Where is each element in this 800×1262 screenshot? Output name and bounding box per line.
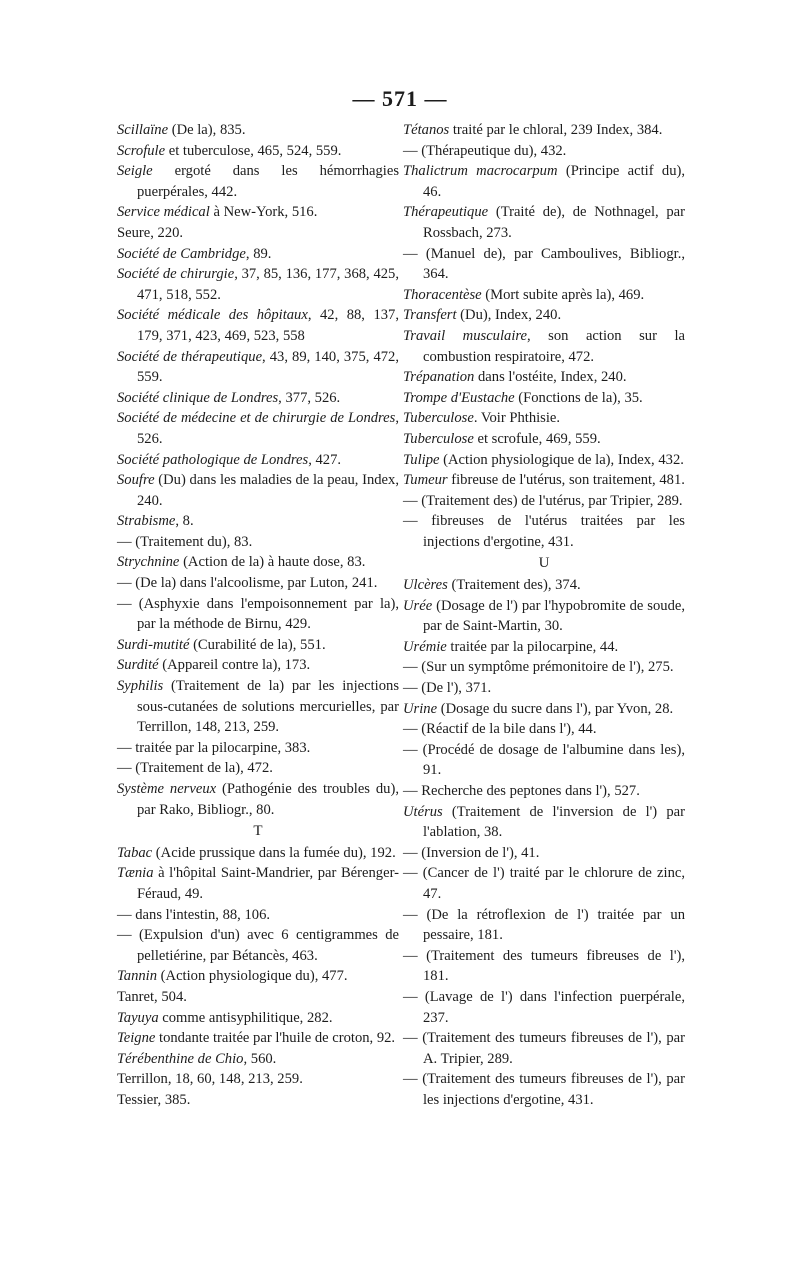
entry-text: — (Sur un symptôme prémonitoire de l'), 275. (403, 659, 674, 676)
entry-text: traitée par la pilocarpine, 44. (446, 638, 619, 655)
entry-heading: Surdité (117, 657, 159, 674)
entry-text: et tuberculose, 465, 524, 559. (165, 142, 342, 159)
entry-text: (Mort subite après la), 469. (481, 286, 645, 303)
index-entry (117, 1069, 399, 1090)
index-entry (403, 120, 685, 141)
entry-text: (Du), Index, 240. (456, 307, 562, 324)
entry-text: traité par le chloral, 239 Index, 384. (449, 122, 663, 138)
entry-text: — (De la rétroflexion de l') traitée par un pessaire, 181. (403, 906, 685, 944)
index-entry (117, 532, 399, 553)
entry-heading: Transfert (403, 307, 457, 324)
entry-text: Tessier, 385. (117, 1091, 191, 1108)
index-entry (403, 1028, 685, 1069)
entry-text: — (De la) dans l'alcoolisme, par Luton, 241. (117, 575, 378, 592)
index-entry (117, 120, 399, 141)
entry-heading: Scillaïne (117, 122, 169, 138)
entry-heading: Société médicale des hôpitaux (117, 307, 308, 324)
index-entry (117, 223, 399, 244)
entry-heading: Teigne (117, 1030, 156, 1047)
entry-text: — Recherche des peptones dans l'), 527. (403, 783, 640, 799)
index-entry (117, 408, 399, 449)
entry-heading: Tuberculose (403, 410, 474, 427)
index-entry (117, 635, 399, 656)
index-entry (403, 141, 685, 162)
index-entry (403, 305, 685, 326)
index-entry (117, 202, 399, 223)
entry-text: fibreuse de l'utérus, son traitement, 481. (447, 472, 685, 489)
entry-text: — traitée par la pilocarpine, 383. (117, 739, 311, 756)
entry-text: — (Réactif de la bile dans l'), 44. (403, 721, 597, 738)
entry-text: — (Thérapeutique du), 432. (403, 142, 567, 159)
entry-heading: Soufre (117, 472, 155, 489)
index-entry (403, 905, 685, 946)
entry-text: — (Traitement des) de l'utérus, par Tripier, 289. (403, 492, 683, 509)
entry-text: , 89. (245, 245, 272, 262)
entry-text: — (Lavage de l') dans l'infection puerpérale, 237. (403, 988, 685, 1026)
entry-heading: Tulipe (403, 451, 440, 468)
entry-text: , son action sur la combustion respiratoire, 472. (423, 327, 685, 365)
entry-text: — (Traitement du), 83. (117, 533, 253, 550)
entry-text: (Action physiologique du), 477. (157, 968, 348, 985)
index-entry (403, 244, 685, 285)
index-column-left (117, 120, 399, 1111)
entry-text: comme antisyphilitique, 282. (158, 1009, 333, 1026)
index-entry (403, 740, 685, 781)
index-entry (117, 843, 399, 864)
entry-text: — (Asphyxie dans l'empoisonnement par la), par la méthode de Birnu, 429. (117, 595, 399, 633)
index-entry (403, 699, 685, 720)
index-entry (403, 596, 685, 637)
index-entry (117, 347, 399, 388)
index-entry (403, 429, 685, 450)
entry-text: (Traitement de la) par les injections sous-cutanées de solutions mercurielles, par Terrillon, 148, 213, 259. (137, 678, 399, 736)
entry-heading: Thérapeutique (403, 204, 489, 221)
index-entry (117, 1008, 399, 1029)
index-entry (403, 657, 685, 678)
index-entry (117, 925, 399, 966)
entry-text: (Appareil contre la), 173. (158, 657, 311, 674)
entry-heading: Scrofule (117, 142, 166, 159)
index-entry (403, 511, 685, 552)
entry-text: (Fonctions de la), 35. (514, 389, 643, 406)
entry-text: (Du) dans les maladies de la peau, Index, 240. (137, 472, 399, 509)
index-entry (403, 161, 685, 202)
index-entry (403, 450, 685, 471)
entry-heading: Tétanos (403, 122, 450, 138)
index-entry (403, 802, 685, 843)
index-entry (117, 1028, 399, 1049)
index-entry (403, 863, 685, 904)
entry-heading: Seigle (117, 163, 153, 180)
index-entry (117, 511, 399, 532)
entry-text: ergoté dans les hémorrhagies puerpérales, 442. (137, 163, 399, 200)
entry-heading: Syphilis (117, 678, 164, 695)
entry-text: à New-York, 516. (209, 204, 318, 221)
entry-text: , 37, 85, 136, 177, 368, 425, 471, 518, 552. (137, 266, 399, 303)
page-number: — 571 — (352, 86, 448, 111)
entry-text: (Action physiologique de la), Index, 432. (439, 451, 684, 468)
index-entry (117, 676, 399, 738)
entry-heading: Système nerveux (117, 781, 217, 797)
entry-heading: Utérus (403, 803, 443, 820)
index-entry (403, 408, 685, 429)
entry-heading: Strabisme (117, 513, 176, 530)
entry-text: (Traitement des), 374. (447, 577, 581, 594)
index-entry (403, 367, 685, 388)
entry-text: tondante traitée par l'huile de croton, 92. (155, 1030, 396, 1047)
entry-text: , 377, 526. (278, 389, 341, 406)
entry-heading: Térébenthine de Chio (117, 1050, 244, 1067)
entry-heading: Ulcères (403, 577, 448, 594)
index-entry (403, 285, 685, 306)
entry-heading: Strychnine (117, 554, 180, 571)
entry-text: , 43, 89, 140, 375, 472, 559. (137, 348, 399, 386)
entry-heading: Société de Cambridge (117, 245, 246, 262)
index-entry (403, 575, 685, 596)
entry-heading: Tabac (117, 844, 153, 861)
index-entry (403, 637, 685, 658)
entry-text: — fibreuses de l'utérus traitées par les injections d'ergotine, 431. (403, 513, 685, 550)
entry-text: — (Traitement des tumeurs fibreuses de l'), 181. (403, 947, 685, 985)
entry-heading: Urine (403, 700, 438, 717)
entry-text: (Dosage du sucre dans l'), par Yvon, 28. (437, 700, 674, 717)
index-entry (403, 781, 685, 802)
entry-text: et scrofule, 469, 559. (473, 430, 601, 447)
entry-text: , 560. (243, 1050, 277, 1067)
index-entry (117, 779, 399, 820)
entry-text: Seure, 220. (117, 224, 184, 241)
entry-text: — dans l'intestin, 88, 106. (117, 906, 271, 923)
entry-heading: Tuberculose (403, 430, 474, 447)
entry-heading: Trompe d'Eustache (403, 389, 515, 406)
entry-heading: Thoracentèse (403, 286, 482, 303)
index-column-right (403, 120, 685, 1111)
index-entry (403, 326, 685, 367)
entry-text: , 8. (175, 513, 194, 530)
index-entry (117, 305, 399, 346)
entry-text: (Curabilité de la), 551. (189, 636, 326, 653)
entry-text: (Acide prussique dans la fumée du), 192. (152, 844, 396, 861)
entry-text: (Principe actif du), 46. (423, 163, 686, 200)
index-entry (117, 1049, 399, 1070)
entry-heading: Société de thérapeutique (117, 348, 263, 365)
entry-text: , 427. (308, 451, 342, 468)
entry-text: Tanret, 504. (117, 988, 187, 1005)
index-entry (117, 161, 399, 202)
index-entry (403, 1069, 685, 1110)
index-entry (117, 987, 399, 1008)
entry-text: — (Traitement de la), 472. (117, 760, 273, 777)
entry-text: — (Inversion de l'), 41. (403, 844, 540, 861)
index-entry (403, 719, 685, 740)
index-entry (117, 655, 399, 676)
entry-heading: Tannin (117, 968, 158, 985)
entry-heading: Société de chirurgie (117, 266, 235, 283)
index-entry (117, 594, 399, 635)
index-entry (403, 470, 685, 491)
entry-text: dans l'ostéite, Index, 240. (474, 369, 627, 386)
index-entry (117, 264, 399, 305)
index-entry (117, 905, 399, 926)
entry-text: — (De l'), 371. (403, 680, 492, 697)
index-entry (117, 141, 399, 162)
entry-heading: Urémie (403, 638, 447, 655)
entry-text: (Action de la) à haute dose, 83. (179, 554, 366, 571)
entry-heading: Tænia (117, 865, 154, 882)
entry-heading: Urée (403, 597, 433, 614)
entry-text: — (Expulsion d'un) avec 6 centigrammes de pelletiérine, par Bétancès, 463. (117, 927, 399, 964)
entry-text: — (Traitement des tumeurs fibreuses de l'), par A. Tripier, 289. (403, 1030, 685, 1067)
index-entry (117, 738, 399, 759)
index-entry (117, 552, 399, 573)
entry-heading: Société pathologique de Londres (117, 451, 309, 468)
index-entry (403, 202, 685, 243)
index-entry (117, 966, 399, 987)
index-entry (403, 946, 685, 987)
index-entry (117, 450, 399, 471)
section-letter: U (538, 555, 550, 572)
entry-heading: Service médical (117, 204, 210, 221)
entry-text: Terrillon, 18, 60, 148, 213, 259. (117, 1071, 303, 1088)
entry-text: (De la), 835. (168, 122, 246, 138)
section-letter: T (253, 823, 263, 840)
entry-text: (Traitement de l'inversion de l') par l'ablation, 38. (423, 803, 685, 841)
index-entry (403, 987, 685, 1028)
index-entry (117, 244, 399, 265)
entry-heading: Travail musculaire (403, 327, 527, 344)
index-entry (117, 1090, 399, 1111)
entry-text: — (Manuel de), par Camboulives, Bibliogr., 364. (403, 245, 685, 283)
entry-text: (Traité de), de Nothnagel, par Rossbach, 273. (423, 204, 685, 241)
entry-text: (Pathogénie des troubles du), par Rako, Bibliogr., 80. (137, 781, 399, 818)
entry-text: à l'hôpital Saint-Mandrier, par Bérenger-Féraud, 49. (137, 865, 399, 902)
entry-text: (Dosage de l') par l'hypobromite de soude, par de Saint-Martin, 30. (423, 597, 685, 635)
index-entry (403, 491, 685, 512)
entry-heading: Surdi-mutité (117, 636, 190, 653)
entry-heading: Trépanation (403, 369, 475, 386)
entry-heading: Tumeur (403, 472, 448, 489)
entry-text: — (Cancer de l') traité par le chlorure de zinc, 47. (403, 865, 685, 902)
entry-heading: Société de médecine et de chirurgie de Londres (117, 410, 396, 427)
entry-text: — (Procédé de dosage de l'albumine dans les), 91. (403, 741, 685, 779)
entry-heading: Société clinique de Londres (117, 389, 279, 406)
index-entry (403, 388, 685, 409)
index-entry (117, 863, 399, 904)
index-entry (117, 388, 399, 409)
entry-text: , 42, 88, 137, 179, 371, 423, 469, 523, 558 (137, 307, 399, 344)
entry-heading: Thalictrum macrocarpum (403, 163, 558, 180)
entry-heading: Tayuya (117, 1009, 159, 1026)
index-entry (403, 843, 685, 864)
entry-text: — (Traitement des tumeurs fibreuses de l'), par les injections d'ergotine, 431. (403, 1071, 685, 1108)
index-entry (117, 470, 399, 511)
index-entry (117, 573, 399, 594)
index-entry (117, 758, 399, 779)
entry-text: , 526. (137, 410, 399, 447)
index-entry (403, 678, 685, 699)
entry-text: . Voir Phthisie. (473, 410, 561, 427)
